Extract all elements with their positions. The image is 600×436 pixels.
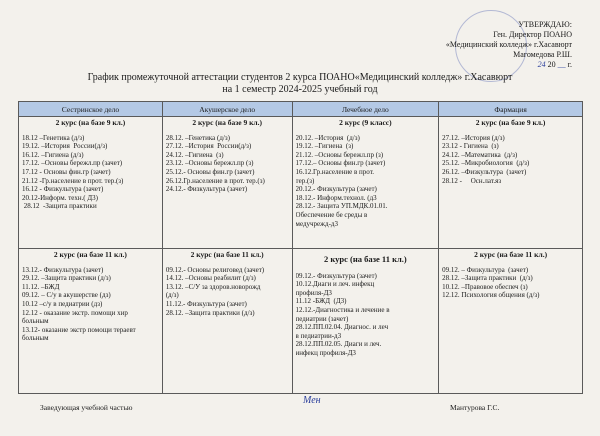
footer-right-name: Мантурова Г.С. <box>450 403 500 412</box>
schedule-entry: 28.12.ПП.02.04. Диагнос. и леч <box>295 323 389 332</box>
schedule-entry: 28.12.ПП.02.05. Диаги и леч. <box>295 340 382 349</box>
schedule-entry: 20.12. –История (д/з) <box>295 133 360 142</box>
table-cell <box>19 117 163 249</box>
schedule-entry: 17.12. –Основы бережл.пр (зачет) <box>22 159 123 168</box>
schedule-entry: 24.12.- Физкультура (зачет) <box>165 185 248 194</box>
column-header: Фармация <box>439 102 583 117</box>
schedule-entry: 09.12.- Основы религовед (зачет) <box>165 265 265 274</box>
schedule-entry: 17.12 - Основы фин.гр (зачет) <box>22 167 111 176</box>
schedule-entry: 11.12.- Физкультура (зачет) <box>165 299 247 308</box>
schedule-entry: больным <box>22 317 49 326</box>
schedule-entry: профиля-Д3 <box>295 288 332 297</box>
schedule-entry: (д/з) <box>165 291 179 300</box>
schedule-entry: 17.12.– Основы фин.гр (зачет) <box>295 159 386 168</box>
cell-heading: 2 курс (на базе 11 кл.) <box>323 254 407 264</box>
schedule-entry: 13.12. –С/У за здоров.новорожд <box>165 282 261 291</box>
schedule-entry: 10.12.Диаги и леч. инфекц <box>295 280 375 289</box>
schedule-entry: 25.12.- Основы фин.гр (зачет) <box>165 167 255 176</box>
schedule-entry: медучрежд-д3 <box>295 219 338 228</box>
table-row <box>19 249 583 394</box>
schedule-entry: 20.12-Информ. техн.( Д3) <box>22 193 98 202</box>
document-title <box>0 72 600 96</box>
schedule-entry: тер.(з) <box>295 176 315 185</box>
approve-year: 20 <box>547 60 556 69</box>
schedule-entry: 27.12. –История (д/з) <box>442 133 505 142</box>
schedule-entry: 10.12. –Правовое обеспеч (з) <box>442 282 528 291</box>
cell-heading: 2 курс (на базе 11 кл.) <box>53 250 127 259</box>
schedule-entry: 12.12. Психология общения (д/з) <box>442 291 540 300</box>
table-cell <box>292 249 439 394</box>
schedule-entry: инфекц профиля-Д3 <box>295 348 356 357</box>
table-cell <box>162 117 292 249</box>
schedule-entry: 28.12. –Защита практики (д/з) <box>165 308 255 317</box>
schedule-entry: 12.12 - оказание экстр. помощи хир <box>22 308 128 317</box>
footer-left-label: Заведующая учебной частью <box>40 403 133 412</box>
table-cell <box>439 117 583 249</box>
schedule-entry: 28.12. –Генетика (д/з) <box>165 133 230 142</box>
title-line-2: на 1 семестр 2024-2025 учебный год <box>222 84 378 95</box>
schedule-entry: 24.12. –Математика (д/з) <box>442 150 518 159</box>
schedule-entry: Обеспечение бе среды в <box>295 210 368 219</box>
schedule-entry: 21.12 -Гр.население в прот. тер.(з) <box>22 176 124 185</box>
schedule-entry: 19.12. –История России(д/з) <box>22 142 108 151</box>
schedule-entry: 23.12. –Основы бережл.пр (з) <box>165 159 254 168</box>
schedule-entry: 20.12.- Физкультура (зачет) <box>295 185 377 194</box>
approve-line-4: Магомедова Р.Ш. <box>513 50 572 59</box>
table-cell <box>162 249 292 394</box>
schedule-entry: 25.12. –Микробиология (д/з) <box>442 159 530 168</box>
schedule-entry: 09.12.- Физкультура (зачет) <box>295 271 377 280</box>
schedule-entry: 29.12. –Защита практики (д/з) <box>22 274 111 283</box>
schedule-table <box>18 101 583 394</box>
schedule-entry: больным <box>22 334 49 343</box>
approval-block <box>446 20 572 70</box>
column-header: Лечебное дело <box>292 102 439 117</box>
approve-date-line: 24 20 __ г. <box>537 60 572 69</box>
schedule-entry: в педиатрии-д3 <box>295 331 342 340</box>
approve-line-3: «Медицинский колледж» г.Хасавюрт <box>445 40 572 49</box>
approve-line-2: Ген. Директор ПОАНО <box>493 30 572 39</box>
schedule-entry: педиатрии (зачет) <box>295 314 349 323</box>
schedule-entry: 11.12. –БЖД <box>22 282 60 291</box>
schedule-entry: 16.12 - Физкультура (зачет) <box>22 185 104 194</box>
schedule-entry: 09.12. – С/у в акушерстве (дз) <box>22 291 111 300</box>
cell-heading: 2 курс (на базе 9 кл.) <box>192 118 262 127</box>
schedule-entry: 13.12.- Физкультура (зачет) <box>22 265 104 274</box>
schedule-entry: 26.12. –Физкультура (зачет) <box>442 167 527 176</box>
schedule-entry: 11.12 -БЖД (Д3) <box>295 297 347 306</box>
cell-heading: 2 курс (на базе 9 кл.) <box>475 118 546 127</box>
schedule-entry: 10.12 –с/у в педиатрии (дз) <box>22 299 103 308</box>
table-cell <box>292 117 439 249</box>
cell-heading: 2 курс (на базе 11 кл.) <box>474 250 548 259</box>
cell-heading: 2 курс (на базе 9 кл.) <box>55 118 126 127</box>
approve-year-suffix: г. <box>567 60 572 69</box>
table-row <box>19 117 583 249</box>
schedule-entry: 16.12.Гр.население в прот. <box>295 167 374 176</box>
schedule-entry: 21.12. –Основы бережл.пр (з) <box>295 150 384 159</box>
title-line-1: График промежуточной аттестации студентов 2 курса ПОАНО«Медицинский колледж» г.Хасавюрт <box>87 72 513 83</box>
schedule-entry: 28.12 -Защита практики <box>22 202 97 211</box>
schedule-entry: 27.12. –История России(д/з) <box>165 142 252 151</box>
table-header-row <box>19 102 583 117</box>
schedule-entry: 18.12 –Генетика (д/з) <box>22 133 85 142</box>
schedule-entry: 24.12. –Гигиена (з) <box>165 150 224 159</box>
schedule-entry: 28.12. –Защита практики (д/з) <box>442 274 533 283</box>
handwritten-signature: Мен <box>303 395 321 406</box>
schedule-entry: 19.12. –Гигиена (з) <box>295 142 354 151</box>
cell-heading: 2 курс (на базе 11 кл.) <box>190 250 264 259</box>
schedule-entry: 12.12.-Диагностика и лечение в <box>295 305 390 314</box>
approve-line-1: УТВЕРЖДАЮ: <box>518 20 572 29</box>
schedule-entry: 18.12.- Информ.технол. (д3 <box>295 193 377 202</box>
schedule-entry: 13.12- оказание экстр помощи тераевт <box>22 325 136 334</box>
schedule-entry: 26.12.Гр.население в прот. тер.(з) <box>165 176 265 185</box>
column-header: Сестринское дело <box>19 102 163 117</box>
table-cell <box>439 249 583 394</box>
schedule-entry: 28.12.- Защита УП.МДК.01.01. <box>295 202 388 211</box>
table-cell <box>19 249 163 394</box>
cell-heading: 2 курс (9 класс) <box>339 118 392 127</box>
schedule-entry: 23.12 - Гигиена (з) <box>442 142 499 151</box>
schedule-entry: 14.12. –Основы реабилит (д/з) <box>165 274 256 283</box>
schedule-entry: 16.12. –Гигиена (д/з) <box>22 150 84 159</box>
column-header: Акушерское дело <box>162 102 292 117</box>
schedule-entry: 28.12 - Осн.лат.яз <box>442 176 502 185</box>
schedule-entry: 09.12. – Физкультура (зачет) <box>442 265 529 274</box>
approve-date-handwritten: 24 <box>537 60 546 69</box>
